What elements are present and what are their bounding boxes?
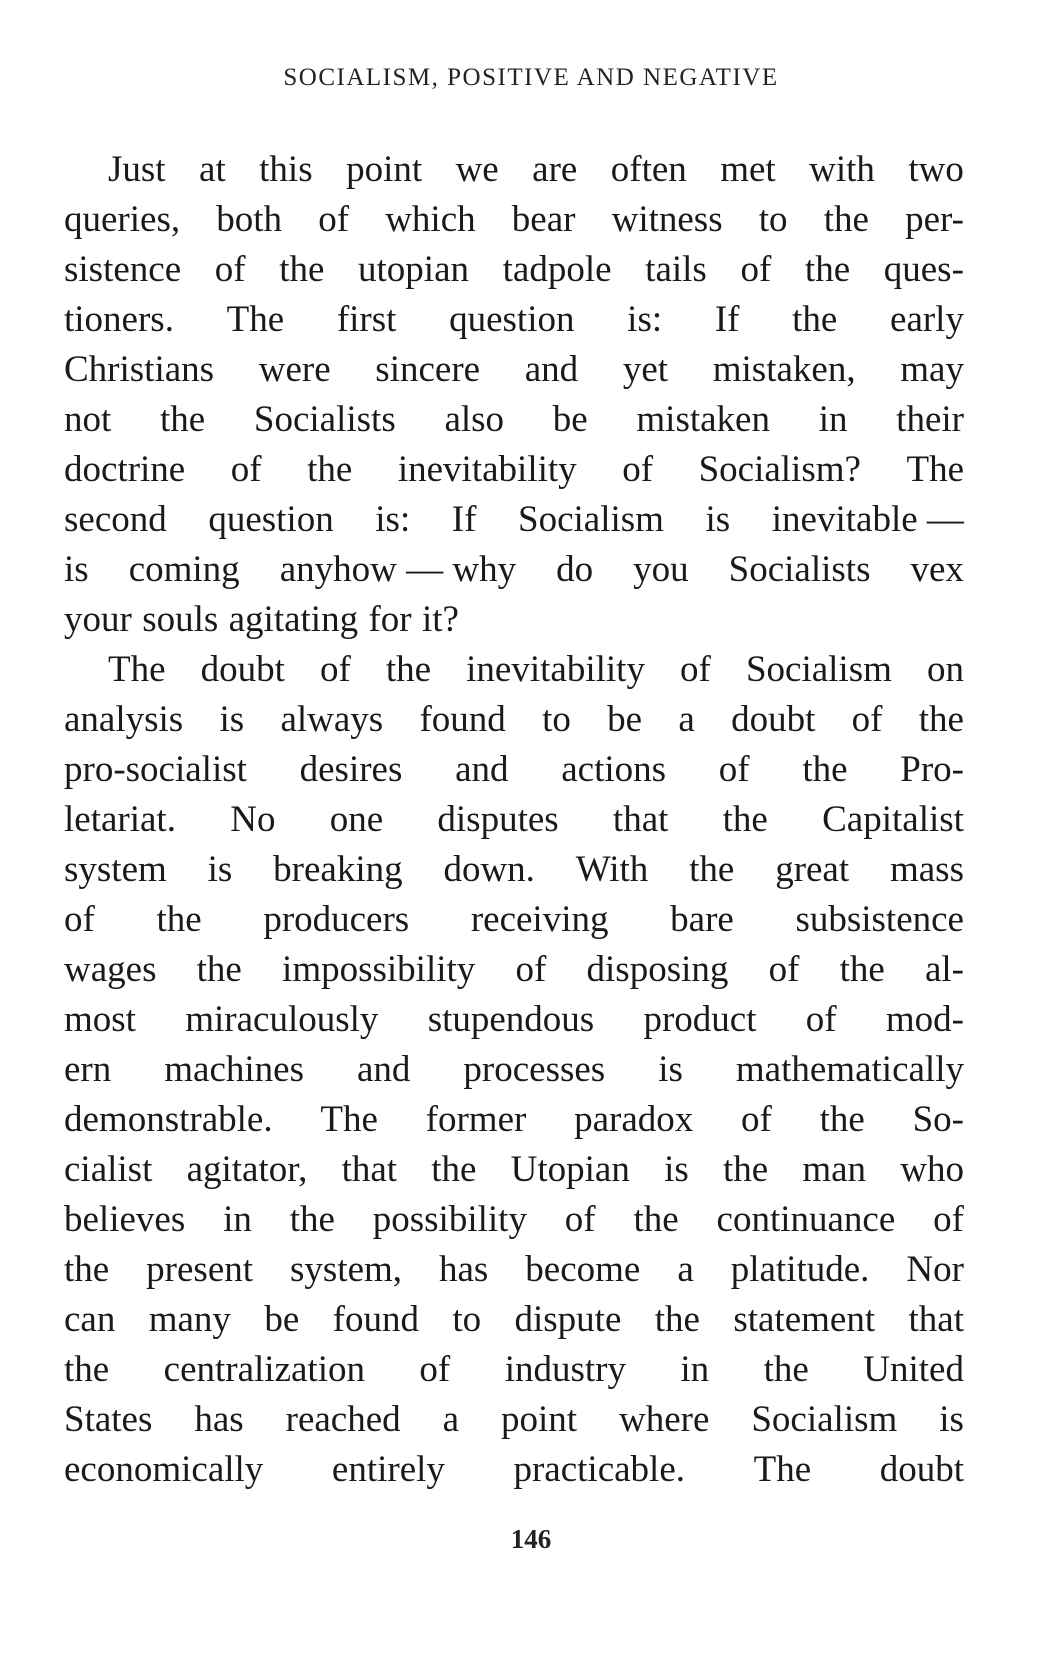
text-line <box>64 295 964 345</box>
text-line <box>64 745 964 795</box>
word: do <box>556 549 594 590</box>
word: reached <box>285 1399 401 1440</box>
word: queries, <box>64 199 181 240</box>
word: question <box>208 499 334 540</box>
text-line <box>64 1245 964 1295</box>
word: Socialism <box>518 499 664 540</box>
word: If <box>451 499 477 540</box>
word: on <box>926 649 964 690</box>
word: the <box>159 399 206 440</box>
word: it? <box>421 599 459 640</box>
word: and <box>455 749 509 790</box>
text-line <box>64 445 964 495</box>
word: is <box>658 1049 683 1090</box>
word: tadpole <box>502 249 612 290</box>
word: dispute <box>514 1299 622 1340</box>
word: the <box>196 949 242 990</box>
word: is <box>939 1399 964 1440</box>
word: the <box>385 649 432 690</box>
word: which <box>385 199 476 240</box>
word: al- <box>924 949 964 990</box>
text-line <box>64 245 964 295</box>
word: the <box>633 1199 679 1240</box>
word: ques- <box>883 249 964 290</box>
word: of <box>319 649 351 690</box>
word: that <box>612 799 669 840</box>
word: to <box>452 1299 482 1340</box>
word: of <box>740 249 772 290</box>
text-line <box>64 945 964 995</box>
word: at <box>199 149 226 190</box>
word: early <box>890 299 964 340</box>
word: is <box>64 549 89 590</box>
word: the <box>802 749 848 790</box>
word: believes <box>64 1199 186 1240</box>
word: Socialists <box>253 399 396 440</box>
word: the <box>792 299 838 340</box>
word: system <box>64 849 167 890</box>
word: where <box>619 1399 710 1440</box>
word: Christians <box>64 349 215 390</box>
text-line <box>64 995 964 1045</box>
word: found <box>419 699 506 740</box>
word: industry <box>504 1349 626 1390</box>
word: the <box>156 899 202 940</box>
text-line <box>64 1395 964 1445</box>
word: the <box>654 1299 700 1340</box>
word: the <box>918 699 964 740</box>
word: wages <box>64 949 157 990</box>
text-line <box>64 495 964 545</box>
word: of <box>680 649 711 690</box>
word: inevitability <box>466 649 645 690</box>
word: Utopian <box>510 1149 630 1190</box>
word: two <box>908 149 964 190</box>
word: Socialists <box>728 549 871 590</box>
word: The <box>108 649 166 690</box>
word: met <box>720 149 776 190</box>
word: Socialism <box>745 649 892 690</box>
word: mass <box>889 849 964 890</box>
word: witness <box>611 199 723 240</box>
word: may <box>900 349 964 390</box>
word: of <box>230 449 262 490</box>
text-line <box>64 1445 964 1495</box>
word: product <box>643 999 757 1040</box>
word: question <box>449 299 575 340</box>
word: entirely <box>331 1449 445 1490</box>
word: this <box>259 149 313 190</box>
word: were <box>258 349 331 390</box>
word: are <box>532 149 578 190</box>
word: the <box>839 949 885 990</box>
text-line <box>64 695 964 745</box>
text-line <box>64 195 964 245</box>
word: platitude. <box>730 1249 870 1290</box>
word: always <box>280 699 384 740</box>
word: you <box>633 549 689 590</box>
word: in <box>223 1199 252 1240</box>
word: the <box>307 449 353 490</box>
word: desires <box>299 749 403 790</box>
word: of <box>515 949 547 990</box>
word: has <box>439 1249 489 1290</box>
word: and <box>356 1049 411 1090</box>
word: of <box>214 249 246 290</box>
text-line <box>64 345 964 395</box>
word: stupendous <box>427 999 595 1040</box>
word: No <box>230 799 276 840</box>
word: point <box>346 149 423 190</box>
word: souls <box>142 599 219 640</box>
word: The <box>226 299 285 340</box>
word: that <box>341 1149 398 1190</box>
word: the <box>431 1149 477 1190</box>
word: Pro- <box>900 749 964 790</box>
word: the <box>823 199 869 240</box>
word: If <box>714 299 740 340</box>
word: Capitalist <box>822 799 964 840</box>
word: also <box>444 399 505 440</box>
word: of <box>768 949 800 990</box>
word: is <box>664 1149 689 1190</box>
word: great <box>775 849 850 890</box>
text-line <box>64 545 964 595</box>
text-line <box>64 1045 964 1095</box>
word: has <box>194 1399 244 1440</box>
word: mod- <box>885 999 964 1040</box>
word: is: <box>375 499 411 540</box>
word: both <box>216 199 283 240</box>
word: to <box>758 199 788 240</box>
word: doubt <box>200 649 285 690</box>
word: cialist <box>64 1149 153 1190</box>
word: of <box>622 449 654 490</box>
word: the <box>289 1199 335 1240</box>
word: the <box>64 1249 110 1290</box>
text-line <box>64 1345 964 1395</box>
word: your <box>64 599 132 640</box>
word: disposing <box>586 949 729 990</box>
word: machines <box>164 1049 304 1090</box>
word: the <box>763 1349 809 1390</box>
word: is: <box>627 299 663 340</box>
word: doctrine <box>64 449 186 490</box>
word: of <box>718 749 750 790</box>
word: first <box>336 299 397 340</box>
word: a <box>678 699 695 740</box>
word: who <box>900 1149 964 1190</box>
word: analysis <box>64 699 184 740</box>
word: many <box>148 1299 231 1340</box>
text-line <box>64 645 964 695</box>
word: continuance <box>716 1199 896 1240</box>
word: economically <box>64 1449 264 1490</box>
word: the <box>722 1149 769 1190</box>
word: producers <box>263 899 410 940</box>
word: of <box>318 199 350 240</box>
word: the <box>722 799 768 840</box>
word: we <box>455 149 499 190</box>
word: sincere <box>375 349 481 390</box>
word: doubt <box>731 699 816 740</box>
text-line <box>64 145 964 195</box>
text-line <box>64 1195 964 1245</box>
word: the <box>64 1349 110 1390</box>
word: bear <box>511 199 576 240</box>
word: impossibility <box>282 949 476 990</box>
text-line <box>64 395 964 445</box>
word: become <box>525 1249 641 1290</box>
word: centralization <box>163 1349 365 1390</box>
word: is <box>207 849 233 890</box>
word: of <box>933 1199 964 1240</box>
word: the <box>689 849 735 890</box>
word: the <box>279 249 325 290</box>
word: of <box>851 699 883 740</box>
word: paradox <box>574 1099 694 1140</box>
word: one <box>329 799 384 840</box>
word: ern <box>64 1049 112 1090</box>
word: Just <box>108 149 166 190</box>
word: be <box>264 1299 300 1340</box>
word: letariat. <box>64 799 176 840</box>
word: for <box>368 599 412 640</box>
word: former <box>425 1099 527 1140</box>
word: is <box>219 699 245 740</box>
word: mistaken, <box>712 349 856 390</box>
word: bare <box>670 899 734 940</box>
word: disputes <box>437 799 559 840</box>
word: system, <box>290 1249 403 1290</box>
word: miraculously <box>185 999 379 1040</box>
word: statement <box>733 1299 876 1340</box>
word: not <box>64 399 112 440</box>
word: The <box>906 449 964 490</box>
word: doubt <box>879 1449 964 1490</box>
word: mistaken <box>636 399 770 440</box>
text-line <box>64 895 964 945</box>
word: often <box>610 149 687 190</box>
word: can <box>64 1299 116 1340</box>
word: man <box>802 1149 867 1190</box>
word: Nor <box>906 1249 964 1290</box>
body-text <box>64 145 964 1495</box>
word: So- <box>912 1099 964 1140</box>
word: practicable. <box>513 1449 686 1490</box>
word: inevitable — <box>771 499 964 540</box>
word: United <box>863 1349 964 1390</box>
word: With <box>575 849 649 890</box>
text-line <box>64 1095 964 1145</box>
word: in <box>818 399 848 440</box>
word: mathematically <box>735 1049 964 1090</box>
word: vex <box>910 549 964 590</box>
word: sistence <box>64 249 182 290</box>
text-line <box>64 595 964 645</box>
word: be <box>552 399 588 440</box>
word: subsistence <box>795 899 964 940</box>
word: of <box>419 1349 451 1390</box>
text-line <box>64 795 964 845</box>
word: inevitability <box>397 449 577 490</box>
word: with <box>809 149 875 190</box>
page-number: 146 <box>510 1524 552 1554</box>
word: down. <box>443 849 535 890</box>
word: receiving <box>470 899 609 940</box>
word: The <box>753 1449 812 1490</box>
word: utopian <box>358 249 470 290</box>
word: a <box>442 1399 460 1440</box>
word: a <box>677 1249 694 1290</box>
word: pro-socialist <box>64 749 247 790</box>
word: tails <box>645 249 707 290</box>
word: demonstrable. <box>64 1099 273 1140</box>
word: of <box>741 1099 772 1140</box>
word: actions <box>561 749 667 790</box>
word: is <box>705 499 731 540</box>
word: States <box>64 1399 153 1440</box>
word: the <box>819 1099 865 1140</box>
word: possibility <box>372 1199 527 1240</box>
word: agitating <box>228 599 359 640</box>
word: of <box>805 999 837 1040</box>
text-line <box>64 1295 964 1345</box>
running-head: SOCIALISM, POSITIVE AND NEGATIVE <box>283 64 779 91</box>
word: processes <box>463 1049 606 1090</box>
word: coming <box>128 549 240 590</box>
word: breaking <box>273 849 403 890</box>
word: per- <box>905 199 964 240</box>
word: point <box>500 1399 578 1440</box>
word: Socialism <box>751 1399 898 1440</box>
word: of <box>564 1199 596 1240</box>
word: most <box>64 999 136 1040</box>
word: anyhow — why <box>279 549 517 590</box>
word: of <box>64 899 95 940</box>
word: to <box>542 699 571 740</box>
word: second <box>64 499 167 540</box>
word: their <box>896 399 964 440</box>
word: that <box>908 1299 964 1340</box>
word: found <box>332 1299 419 1340</box>
word: be <box>607 699 643 740</box>
word: agitator, <box>186 1149 308 1190</box>
text-line <box>64 1145 964 1195</box>
word: present <box>146 1249 254 1290</box>
word: The <box>320 1099 378 1140</box>
word: Socialism? <box>698 449 861 490</box>
word: yet <box>622 349 669 390</box>
word: and <box>524 349 579 390</box>
word: tioners. <box>64 299 174 340</box>
word: the <box>804 249 851 290</box>
text-line <box>64 845 964 895</box>
word: in <box>680 1349 710 1390</box>
